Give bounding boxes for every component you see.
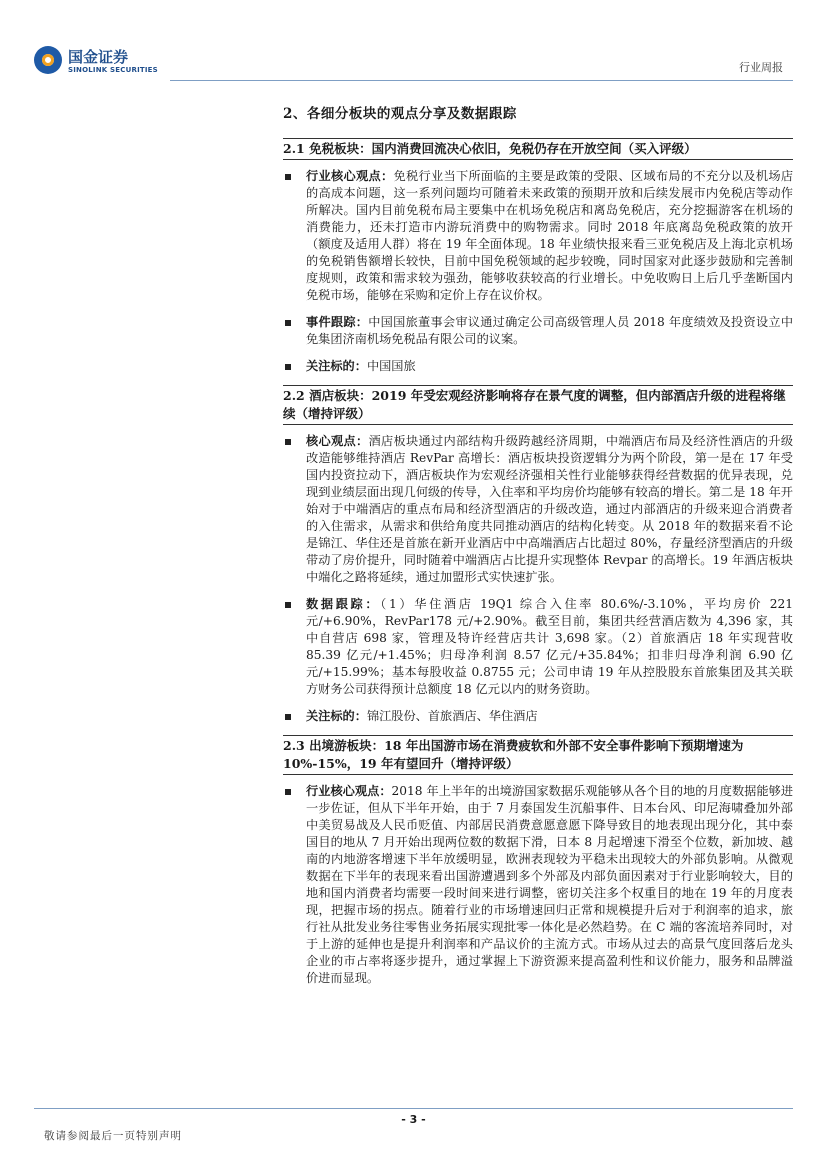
bullet-text: 2018 年上半年的出境游国家数据乐观能够从各个目的地的月度数据能够进一步佐证，但从下半年开始，由于 7 月泰国发生沉船事件、日本台风、印尼海啸叠加外部中美贸易战及人民币贬值、内部居民消费意愿意愿下降导致目的地表现出现分化，其中泰国目的地从 7 月开始出现两位数的数据下滑，日本 8 月起增速下滑至个位数，新加坡、越南的内地游客增速下半年放缓明显，欧洲表现较为平稳未出现较大的外部负影响。从微观数据在下半年的表现来看出国游遭遇到多个外部及内部负面因素对于行业影响较大，目的地和国内消费者均需要一段时间来进行调整，密切关注多个权重目的地在 19 年的月度表现，把握市场的拐点。随着行业的市场增速回归正常和规模提升后对于利润率的追求，旅行社从批发业务往零售业务拓展实现批零一体化是必然趋势。在 C 端的客流培养同时，对于上游的延伸也是提升利润率和产品议价的主流方式。市场从过去的高景气度回落后龙头企业的市占率将逐步提升，通过掌握上下游资源来提高盈利性和议价能力，服务和品牌溢价进而显现。 — [306, 784, 794, 985]
logo-mark-icon — [34, 46, 62, 74]
bullet-text: 锦江股份、首旅酒店、华住酒店 — [366, 709, 538, 723]
bullet-text: 酒店板块通过内部结构升级跨越经济周期，中端酒店布局及经济性酒店的升级改造能够维持酒店 RevPar 高增长：酒店板块投资逻辑分为两个阶段，第一是在 17 年受国内投资拉动下，酒店板块作为宏观经济强相关性行业能够获得经营数据的优异表现，兑现到业绩层面出现几何级的传导，入住率和平均房价均能够有较高的增长。第二是 18 年开始对于中端酒店的重点布局和经济型酒店的升级改造，通过内部酒店的升级来迎合消费者的入住需求，从需求和供给角度共同推动酒店的结构化转变。从 2018 年的数据来看不论是锦江、华住还是首旅在新开业酒店中中高端酒店占比超过 80%，存量经济型酒店的升级带动了房价提升，同时随着中端酒店占比提升实现整体 Revpar 的高增长。19 年酒店板块中端化之路将延续，通过加盟形式实快速扩张。 — [306, 434, 794, 584]
section-title: 2.1 免税板块：国内消费回流决心依旧，免税仍存在开放空间（买入评级） — [283, 138, 793, 160]
section-duty-free — [283, 138, 793, 375]
disclaimer-note: 敬请参阅最后一页特别声明 — [44, 1130, 182, 1142]
bullet-label: 事件跟踪： — [306, 315, 369, 329]
page-number: - 3 - — [401, 1113, 426, 1126]
chapter-heading: 2、各细分板块的观点分享及数据跟踪 — [283, 106, 517, 122]
bullet-text: 中国国旅 — [366, 359, 416, 373]
main-content — [283, 96, 793, 997]
bullet-label: 核心观点： — [306, 434, 369, 448]
bullet-item — [283, 168, 793, 304]
bullet-item — [283, 314, 793, 348]
section-hotel — [283, 385, 793, 725]
section-title: 2.2 酒店板块：2019 年受宏观经济影响将存在景气度的调整，但内部酒店升级的进程将继续（增持评级） — [283, 385, 793, 425]
section-title: 2.3 出境游板块：18 年出国游市场在消费疲软和外部不安全事件影响下预期增速为 10%-15%，19 年有望回升（增持评级） — [283, 735, 793, 775]
footer-divider — [34, 1108, 793, 1109]
logo-english-name: SINOLINK SECURITIES — [68, 66, 158, 74]
bullet-text: （1）华住酒店 19Q1 综合入住率 80.6%/-3.10%，平均房价 221 元/+6.90%，RevPar178 元/+2.90%。截至目前，集团共经营酒店数为 4,396 家，其中自营店 698 家，管理及特许经营店共计 3,698 家。（2）首旅酒店 18 年实现营收 85.39 亿元/+1.45%；归母净利润 8.57 亿元/+35.84%；扣非归母净利润 6.90 亿元/+15.99%；基本每股收益 0.8755 元；公司申请 19 年从控股股东首旅集团及其关联方财务公司获得预计总额度 18 亿元以内的财务资助。 — [306, 597, 794, 696]
bullet-item — [283, 708, 793, 725]
bullet-label: 行业核心观点： — [306, 784, 392, 798]
bullet-item — [283, 596, 793, 698]
section-outbound-travel — [283, 735, 793, 987]
bullet-item — [283, 433, 793, 586]
bullet-text: 中国国旅董事会审议通过确定公司高级管理人员 2018 年度绩效及投资设立中免集团济南机场免税品有限公司的议案。 — [306, 315, 794, 346]
logo-chinese-name: 国金证券 — [68, 48, 129, 66]
bullet-text: 免税行业当下所面临的主要是政策的受限、区域布局的不充分以及机场店的高成本问题，这一系列问题均可随着未来政策的预期开放和后续发展市内免税店等动作所解决。国内目前免税布局主要集中在机场免税店和离岛免税店，充分挖掘游客在机场的消费能力，还未打造市内游玩消费中的购物需求。同时 2018 年底离岛免税政策的放开（额度及适用人群）将在 19 年全面体现。18 年业绩快报来看三亚免税店及上海北京机场的免税销售额增长较快，目前中国免税领域的起步较晚，同时国家对此逐步鼓励和完善制度规则，政策和需求较为强劲，能够收获较高的行业增长。中免收购日上后几乎垄断国内免税市场，能够在采购和定价上存在议价权。 — [306, 169, 794, 302]
bullet-item — [283, 783, 793, 987]
page-header — [0, 0, 827, 90]
header-divider — [170, 80, 793, 81]
bullet-label: 行业核心观点： — [306, 169, 394, 183]
bullet-item — [283, 358, 793, 375]
bullet-label: 数据跟踪： — [306, 597, 381, 611]
bullet-label: 关注标的： — [306, 709, 367, 723]
company-logo — [34, 44, 158, 80]
report-type: 行业周报 — [739, 61, 783, 74]
bullet-label: 关注标的： — [306, 359, 367, 373]
